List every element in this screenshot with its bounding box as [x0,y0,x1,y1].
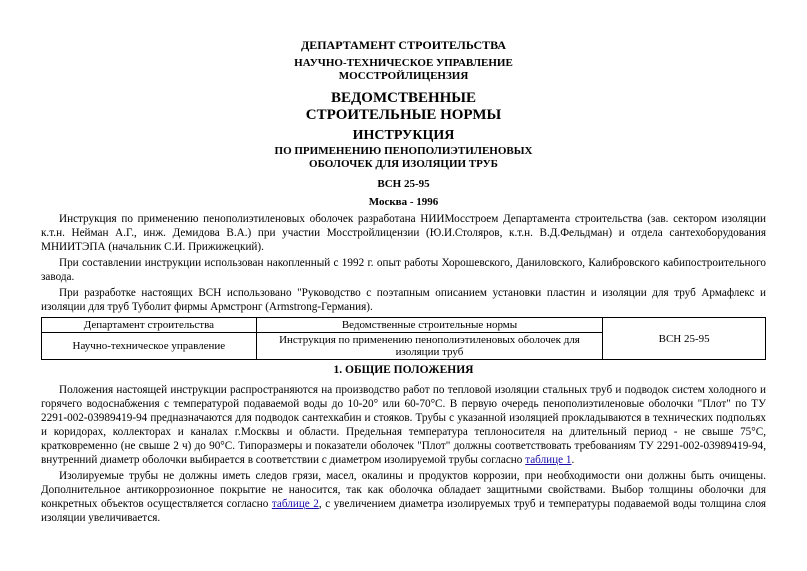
intro-paragraph-3: При разработке настоящих ВСН использовано "Руководство с поэтапным описанием установки пластин и изоляции для труб Армафлекс и изоляции для труб Туболит фирмы Армстронг (Armstrong-Германия). [41,287,766,313]
section-paragraph-1 [41,383,766,467]
norms-line-2: СТРОИТЕЛЬНЫЕ НОРМЫ [305,107,502,123]
table-row [42,318,766,333]
directorate-line-2: МОССТРОЙЛИЦЕНЗИЯ [338,70,469,82]
department-heading: ДЕПАРТАМЕНТ СТРОИТЕЛЬСТВА [300,38,507,52]
document-code: ВСН 25-95 [377,178,430,190]
table-cell: Научно-техническое управление [42,333,257,360]
document-subtitle [0,145,807,171]
document-type: ИНСТРУКЦИЯ [352,128,455,143]
intro-paragraph-1: Инструкция по применению пенополиэтиленовых оболочек разработана НИИМосстроем Департамента строительства (зав. сектором изоляции к.т.н. Нейман А.Г., инж. Демидова В.А.) при участии Мосстройлицензии (Ю.И.Столяров, к.т.н. В.Д.Фельдман) и отдела сантехоборудования МНИИТЭПА (начальник С.И. Прижижецкий). [41,213,766,253]
table-1-link[interactable]: таблице 1 [525,454,572,466]
paragraph-text: Положения настоящей инструкции распространяются на производство работ по тепловой изоляции стальных труб и подводок систем холодного и горячего водоснабжения с температурой подаваемой воды до 10-20° или 60-70°С. В первую очередь пенополиэтиленовые оболочки "Плот" по ТУ 2291-002-03989419-94 предназначаются для подводок сантехкабин и стояков. Трубы с указанной изоляцией прокладываются в технических подпольях и коридорах, коллекторах и каналах г.Москвы и области. Предельная температура теплоносителя на длительный период - не свыше 75°С, кратковременно (не свыше 2 ч) до 90°С. Типоразмеры и показатели оболочек "Плот" должны соответствовать требованиям ТУ 2291-002-03989419-94, внутренний диаметр оболочки выбирается в соответствии с диаметром изолируемой трубы согласно [41,384,766,466]
norms-line-1: ВЕДОМСТВЕННЫЕ [330,90,477,106]
directorate-heading [0,57,807,83]
document-header-table [41,317,766,360]
paragraph-end: . [571,454,575,466]
table-cell-code: ВСН 25-95 [603,318,766,360]
subtitle-line-1: ПО ПРИМЕНЕНИЮ ПЕНОПОЛИЭТИЛЕНОВЫХ [274,145,533,157]
subtitle-line-2: ОБОЛОЧЕК ДЛЯ ИЗОЛЯЦИИ ТРУБ [309,158,498,170]
table-cell: Ведомственные строительные нормы [256,318,603,333]
table-cell: Департамент строительства [42,318,257,333]
section-title: 1. ОБЩИЕ ПОЛОЖЕНИЯ [333,364,474,376]
norms-heading [0,90,807,124]
city-year: Москва - 1996 [368,196,439,208]
table-cell: Инструкция по применению пенополиэтиленовых оболочек для изоляции труб [256,333,603,360]
paragraph-end: , с увеличением диаметра изолируемых труб и температуры подаваемой воды толщина слоя изоляции увеличивается. [41,498,766,524]
table-2-link[interactable]: таблице 2 [271,498,319,510]
directorate-line-1: НАУЧНО-ТЕХНИЧЕСКОЕ УПРАВЛЕНИЕ [294,57,513,69]
paragraph-text: Изолируемые трубы не должны иметь следов грязи, масел, окалины и продуктов коррозии, при необходимости они должны быть очищены. Дополнительное антикоррозионное покрытие не наносится, так как оболочка обладает защитными свойствами. Выбор толщины оболочки для конкретных объектов осуществляется согласно [41,470,766,510]
section-paragraph-2 [41,469,766,525]
section-body [41,383,766,527]
intro-paragraph-2: При составлении инструкции использован накопленный с 1992 г. опыт работы Хорошевского, Даниловского, Калибровского кабипостроительного завода. [41,257,766,283]
intro-text [41,212,766,316]
